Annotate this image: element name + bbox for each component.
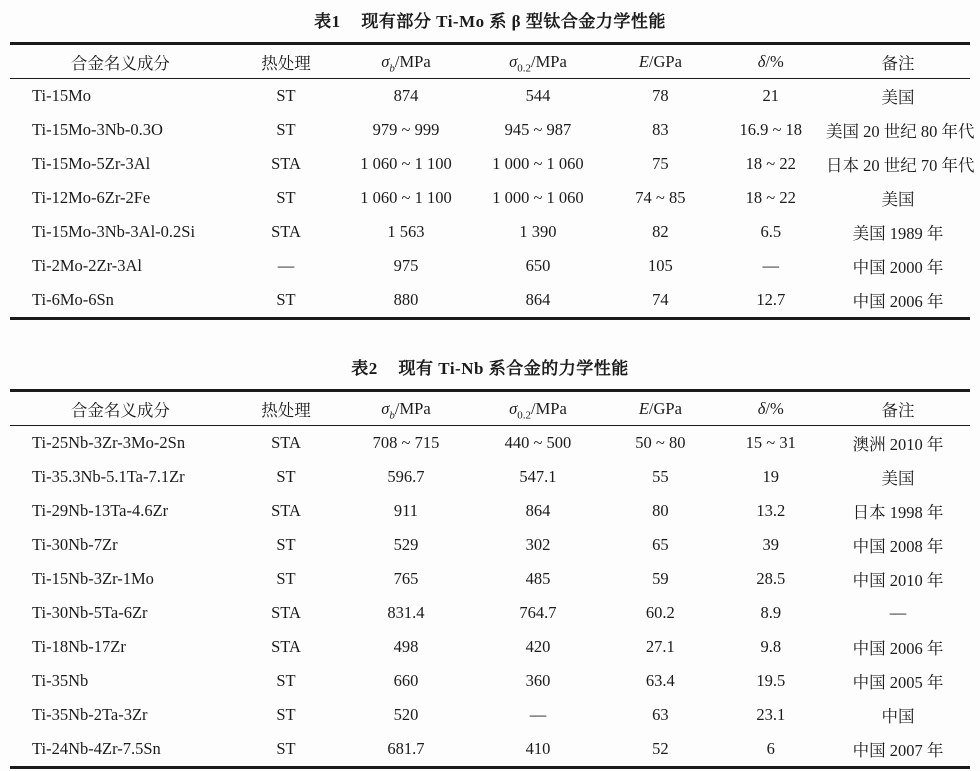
value-cell: STA (271, 222, 301, 241)
value-cell: 18 ~ 22 (745, 154, 796, 173)
value-cell: 中国 (881, 707, 915, 726)
value-cell: 302 (525, 535, 551, 554)
value-cell: 420 (525, 637, 551, 656)
column-header: E/GPa (605, 44, 715, 79)
value-cell: 681.7 (387, 739, 425, 758)
table-2-title (0, 320, 980, 379)
value-cell: 6.5 (760, 222, 782, 241)
value-cell: 945 ~ 987 (504, 120, 572, 139)
value-cell: 65 (652, 535, 669, 554)
value-cell: 23.1 (756, 705, 786, 724)
alloy-name-cell: Ti-35.3Nb-5.1Ta-7.1Zr (32, 467, 185, 486)
value-cell: 75 (652, 154, 669, 173)
table-header (10, 44, 970, 79)
value-cell: 19.5 (756, 671, 786, 690)
column-header: 备注 (826, 391, 970, 426)
value-cell: 596.7 (387, 467, 425, 486)
value-cell: ST (276, 671, 296, 690)
table-2-label: 表2 (351, 359, 378, 378)
value-cell: 55 (652, 467, 669, 486)
value-cell: 6 (766, 739, 775, 758)
value-cell: 544 (525, 86, 551, 105)
value-cell: 中国 2010 年 (852, 571, 944, 590)
value-cell: 52 (652, 739, 669, 758)
value-cell: 美国 1989 年 (852, 224, 944, 243)
column-header: 备注 (826, 44, 970, 79)
column-header: E/GPa (605, 391, 715, 426)
value-cell: 708 ~ 715 (372, 433, 440, 452)
value-cell: 中国 2006 年 (852, 639, 944, 658)
value-cell: 1 060 ~ 1 100 (360, 188, 452, 207)
value-cell: 83 (652, 120, 669, 139)
table-row (10, 460, 970, 494)
value-cell: 660 (393, 671, 419, 690)
table-row (10, 630, 970, 664)
value-cell: 中国 2008 年 (852, 537, 944, 556)
value-cell: 1 060 ~ 1 100 (360, 154, 452, 173)
table-body (10, 79, 975, 319)
value-cell: ST (276, 569, 296, 588)
table-2-caption: 现有 Ti-Nb 系合金的力学性能 (398, 359, 629, 378)
value-cell: 874 (393, 86, 419, 105)
alloy-name-cell: Ti-29Nb-13Ta-4.6Zr (32, 501, 169, 520)
value-cell: 63.4 (645, 671, 675, 690)
table-1-section (0, 0, 980, 320)
table-2-section (0, 320, 980, 769)
header-row (10, 391, 970, 426)
value-cell: 中国 2000 年 (852, 258, 944, 277)
alloy-name-cell: Ti-30Nb-5Ta-6Zr (32, 603, 148, 622)
value-cell: 765 (393, 569, 419, 588)
alloy-name-cell: Ti-6Mo-6Sn (32, 290, 114, 309)
value-cell: 8.9 (760, 603, 782, 622)
value-cell: STA (271, 603, 301, 622)
table-row (10, 664, 970, 698)
table-row (10, 79, 970, 114)
column-header: 合金名义成分 (10, 44, 231, 79)
value-cell: ST (276, 290, 296, 309)
value-cell: ST (276, 535, 296, 554)
table-row (10, 249, 970, 283)
value-cell: 864 (525, 501, 551, 520)
value-cell: 498 (393, 637, 419, 656)
value-cell: 82 (652, 222, 669, 241)
value-cell: 美国 (881, 190, 915, 209)
table-body (10, 426, 970, 768)
column-header: 热处理 (231, 44, 341, 79)
column-header: δ/% (716, 391, 826, 426)
table-row (10, 426, 970, 461)
table-row (10, 698, 970, 732)
table-row (10, 181, 970, 215)
column-header: $\sigma_{0.2}$/MPa (471, 44, 605, 79)
value-cell: 19 (762, 467, 779, 486)
column-header: $\sigma_b$/MPa (341, 391, 471, 426)
table-row (10, 215, 970, 249)
alloy-name-cell: Ti-15Mo-3Nb-3Al-0.2Si (32, 222, 196, 241)
value-cell: 485 (525, 569, 551, 588)
value-cell: 27.1 (645, 637, 675, 656)
value-cell: 529 (393, 535, 419, 554)
alloy-name-cell: Ti-15Mo-5Zr-3Al (32, 154, 151, 173)
value-cell: 美国 20 世纪 80 年代 (825, 122, 975, 141)
value-cell: 410 (525, 739, 551, 758)
value-cell: 中国 2005 年 (852, 673, 944, 692)
value-cell: 105 (647, 256, 673, 275)
value-cell: ST (276, 467, 296, 486)
value-cell: 1 563 (387, 222, 425, 241)
value-cell: STA (271, 637, 301, 656)
value-cell: STA (271, 433, 301, 452)
value-cell: 520 (393, 705, 419, 724)
table-row (10, 596, 970, 630)
value-cell: 78 (652, 86, 669, 105)
value-cell: 中国 2007 年 (852, 741, 944, 760)
value-cell: 1 000 ~ 1 060 (492, 188, 584, 207)
value-cell: 440 ~ 500 (504, 433, 572, 452)
value-cell: STA (271, 154, 301, 173)
value-cell: 975 (393, 256, 419, 275)
table-row (10, 283, 970, 319)
value-cell: 18 ~ 22 (745, 188, 796, 207)
alloy-name-cell: Ti-12Mo-6Zr-2Fe (32, 188, 151, 207)
value-cell: 28.5 (756, 569, 786, 588)
ti-nb-alloys-table (10, 389, 970, 769)
value-cell: — (277, 256, 295, 275)
alloy-name-cell: Ti-30Nb-7Zr (32, 535, 118, 554)
table-row (10, 113, 970, 147)
column-header: $\sigma_b$/MPa (341, 44, 471, 79)
table-row (10, 528, 970, 562)
value-cell: 650 (525, 256, 551, 275)
alloy-name-cell: Ti-15Mo-3Nb-0.3O (32, 120, 163, 139)
value-cell: 美国 (881, 469, 915, 488)
alloy-name-cell: Ti-35Nb (32, 671, 89, 690)
table-row (10, 562, 970, 596)
value-cell: 864 (525, 290, 551, 309)
table-row (10, 494, 970, 528)
alloy-name-cell: Ti-25Nb-3Zr-3Mo-2Sn (32, 433, 186, 452)
column-header: 合金名义成分 (10, 391, 231, 426)
value-cell: 美国 (881, 88, 915, 107)
alloy-name-cell: Ti-15Nb-3Zr-1Mo (32, 569, 154, 588)
value-cell: ST (276, 705, 296, 724)
value-cell: 80 (652, 501, 669, 520)
value-cell: 21 (762, 86, 779, 105)
value-cell: 9.8 (760, 637, 782, 656)
value-cell: 979 ~ 999 (372, 120, 440, 139)
column-header: δ/% (716, 44, 826, 79)
alloy-name-cell: Ti-18Nb-17Zr (32, 637, 126, 656)
value-cell: 39 (762, 535, 779, 554)
value-cell: 831.4 (387, 603, 425, 622)
alloy-name-cell: Ti-15Mo (32, 86, 91, 105)
table-row (10, 147, 970, 181)
value-cell: 日本 20 世纪 70 年代 (825, 156, 975, 175)
value-cell: 16.9 ~ 18 (739, 120, 803, 139)
column-header: 热处理 (231, 391, 341, 426)
header-row (10, 44, 970, 79)
value-cell: 60.2 (645, 603, 675, 622)
value-cell: 中国 2006 年 (852, 292, 944, 311)
value-cell: 63 (652, 705, 669, 724)
table-1-title (0, 0, 980, 32)
value-cell: 15 ~ 31 (745, 433, 796, 452)
value-cell: 74 (652, 290, 669, 309)
table-header (10, 391, 970, 426)
alloy-name-cell: Ti-24Nb-4Zr-7.5Sn (32, 739, 161, 758)
alloy-name-cell: Ti-35Nb-2Ta-3Zr (32, 705, 148, 724)
value-cell: 880 (393, 290, 419, 309)
value-cell: 360 (525, 671, 551, 690)
column-header: $\sigma_{0.2}$/MPa (471, 391, 605, 426)
value-cell: 911 (393, 501, 419, 520)
ti-mo-alloys-table (10, 42, 975, 320)
value-cell: ST (276, 188, 296, 207)
value-cell: ST (276, 739, 296, 758)
value-cell: ST (276, 120, 296, 139)
value-cell: 764.7 (519, 603, 557, 622)
table-1-label: 表1 (314, 12, 341, 31)
table-1-caption: 现有部分 Ti-Mo 系 β 型钛合金力学性能 (361, 12, 666, 31)
value-cell: STA (271, 501, 301, 520)
value-cell: 1 390 (519, 222, 557, 241)
value-cell: — (529, 705, 547, 724)
value-cell: 13.2 (756, 501, 786, 520)
alloy-name-cell: Ti-2Mo-2Zr-3Al (32, 256, 142, 275)
value-cell: 59 (652, 569, 669, 588)
value-cell: 50 ~ 80 (635, 433, 686, 452)
value-cell: ST (276, 86, 296, 105)
value-cell: — (762, 256, 779, 275)
value-cell: 日本 1998 年 (852, 503, 944, 522)
value-cell: 12.7 (756, 290, 786, 309)
value-cell: 1 000 ~ 1 060 (492, 154, 584, 173)
value-cell: — (889, 603, 907, 622)
table-row (10, 732, 970, 768)
value-cell: 547.1 (519, 467, 557, 486)
value-cell: 74 ~ 85 (635, 188, 686, 207)
value-cell: 澳洲 2010 年 (852, 435, 944, 454)
